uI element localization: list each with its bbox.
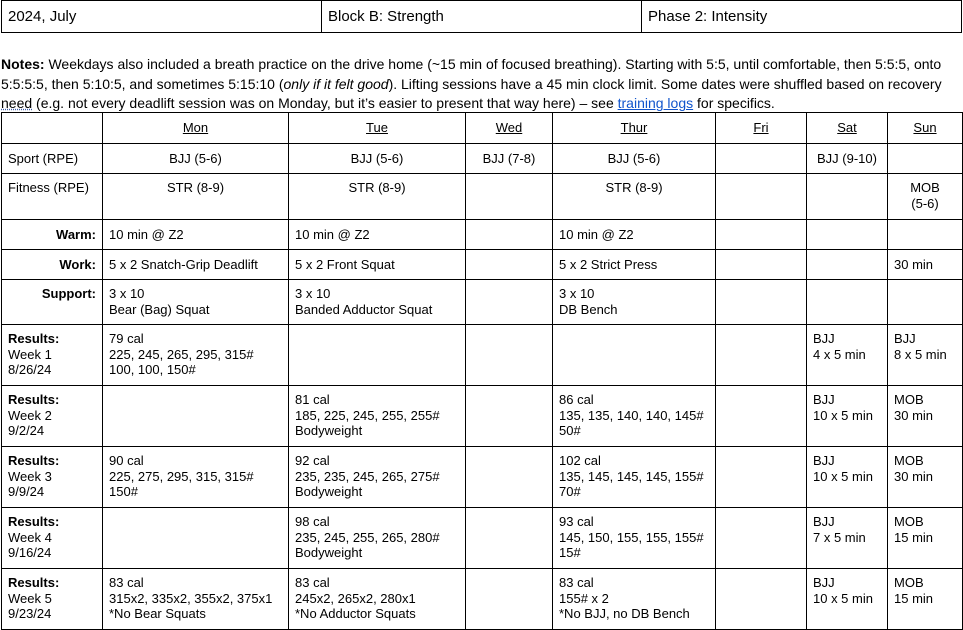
results-week: Week 4 — [8, 529, 52, 545]
results-fri-cell — [716, 508, 807, 569]
results-sun-line: 8 x 5 min — [894, 346, 947, 362]
results-tue-line: 245x2, 265x2, 280x1 — [295, 590, 416, 606]
results-date: 9/2/24 — [8, 423, 45, 438]
notes-text-4: for specifics. — [693, 95, 775, 111]
fitness-wed — [466, 174, 553, 220]
warm-label: Warm: — [2, 220, 103, 250]
results-tue-line: 83 cal — [295, 575, 330, 590]
warm-tue: 10 min @ Z2 — [289, 220, 466, 250]
results-mon-line: 315x2, 335x2, 355x2, 375x1 — [109, 590, 273, 606]
day-header-sun: Sun — [888, 113, 963, 144]
results-thu-line: 50# — [559, 423, 581, 438]
results-tue-cell — [289, 386, 466, 447]
results-tue-line: *No Adductor Squats — [295, 606, 416, 621]
results-row-week-1 — [2, 325, 963, 386]
results-tue-cell — [289, 508, 466, 569]
results-tue-line: 185, 225, 245, 255, 255# — [295, 407, 440, 423]
results-week: Week 3 — [8, 468, 52, 484]
sport-mon: BJJ (5-6) — [103, 144, 289, 174]
results-wed-cell — [466, 447, 553, 508]
results-sat-cell — [807, 569, 888, 630]
warm-sun — [888, 220, 963, 250]
support-tue — [289, 280, 466, 325]
results-date: 8/26/24 — [8, 362, 52, 377]
results-sun-cell — [888, 447, 963, 508]
results-label: Results: — [8, 514, 60, 529]
results-sat-line: 10 x 5 min — [813, 590, 873, 606]
work-sat — [807, 250, 888, 280]
notes-paragraph — [1, 55, 959, 114]
results-wed-cell — [466, 325, 553, 386]
notes-text-1: Weekdays also included a breath practice on the drive home (~15 min of focused breathing). Starting with 5:5, until comfortable, then 5:5:5, onto 5:5:5:5, then 5:10:5, and sometimes 5:15:10 ( — [1, 56, 942, 92]
results-thu-line: 15# — [559, 545, 581, 560]
results-thu-line: 86 cal — [559, 392, 594, 407]
results-sat-line: 4 x 5 min — [813, 346, 866, 362]
results-wed-cell — [466, 386, 553, 447]
results-row-week-5 — [2, 569, 963, 630]
support-mon-exercise: Bear (Bag) Squat — [109, 301, 210, 317]
results-date: 9/23/24 — [8, 606, 52, 621]
results-date: 9/16/24 — [8, 545, 52, 560]
day-header-thu: Thur — [553, 113, 716, 144]
results-sun-line: MOB — [894, 392, 924, 407]
results-mon-cell — [103, 508, 289, 569]
results-thu-cell — [553, 508, 716, 569]
header-block: Block B: Strength — [322, 1, 642, 33]
results-sat-line: 10 x 5 min — [813, 407, 873, 423]
results-row-week-4 — [2, 508, 963, 569]
results-sun-line: 15 min — [894, 529, 934, 545]
fitness-sun — [888, 174, 963, 220]
results-label: Results: — [8, 331, 60, 346]
results-tue-line: 235, 245, 255, 265, 280# — [295, 529, 440, 545]
results-label-cell — [2, 508, 103, 569]
work-sun: 30 min — [888, 250, 963, 280]
results-tue-line: 81 cal — [295, 392, 330, 407]
results-mon-cell — [103, 569, 289, 630]
results-sat-line: BJJ — [813, 392, 835, 407]
results-sat-line: BJJ — [813, 453, 835, 468]
fitness-thu: STR (8-9) — [553, 174, 716, 220]
schedule-table — [1, 112, 963, 630]
results-sun-line: MOB — [894, 514, 924, 529]
support-sat — [807, 280, 888, 325]
support-fri — [716, 280, 807, 325]
results-wed-cell — [466, 569, 553, 630]
work-row — [2, 250, 963, 280]
results-label: Results: — [8, 575, 60, 590]
results-label-cell — [2, 447, 103, 508]
results-row-week-3 — [2, 447, 963, 508]
fitness-sat — [807, 174, 888, 220]
support-sun — [888, 280, 963, 325]
results-mon-line: 100, 100, 150# — [109, 362, 196, 377]
results-tue-line: Bodyweight — [295, 423, 363, 438]
results-mon-line: 79 cal — [109, 331, 144, 346]
day-header-row — [2, 113, 963, 144]
notes-text-2: ). Lifting sessions have a 45 min clock limit. Some dates were shuffled based on recovery — [388, 75, 942, 92]
results-sat-line: BJJ — [813, 331, 835, 346]
day-header-sat: Sat — [807, 113, 888, 144]
results-fri-cell — [716, 386, 807, 447]
results-fri-cell — [716, 569, 807, 630]
results-row-week-2 — [2, 386, 963, 447]
results-thu-line: 155# x 2 — [559, 590, 609, 606]
notes-text-3: (e.g. not every deadlift session was on Monday, but it’s easier to present that way here) – see — [32, 95, 618, 111]
results-sat-line: BJJ — [813, 514, 835, 529]
results-tue-cell — [289, 325, 466, 386]
results-label-cell — [2, 325, 103, 386]
results-sun-cell — [888, 569, 963, 630]
results-mon-cell — [103, 325, 289, 386]
results-sat-cell — [807, 508, 888, 569]
results-sat-line: 10 x 5 min — [813, 468, 873, 484]
results-thu-line: 135, 145, 145, 145, 155# — [559, 468, 704, 484]
header-date: 2024, July — [2, 1, 322, 33]
results-mon-cell — [103, 386, 289, 447]
results-sun-cell — [888, 325, 963, 386]
fitness-mon: STR (8-9) — [103, 174, 289, 220]
results-sun-line: BJJ — [894, 331, 916, 346]
warm-thu: 10 min @ Z2 — [553, 220, 716, 250]
sport-sat: BJJ (9-10) — [807, 144, 888, 174]
results-fri-cell — [716, 325, 807, 386]
results-date: 9/9/24 — [8, 484, 45, 499]
results-tue-line: Bodyweight — [295, 545, 363, 560]
results-sat-cell — [807, 447, 888, 508]
support-label: Support: — [2, 280, 103, 325]
results-mon-line: 90 cal — [109, 453, 144, 468]
notes-label: Notes: — [1, 56, 45, 72]
warm-sat — [807, 220, 888, 250]
work-wed — [466, 250, 553, 280]
training-logs-link[interactable]: training logs — [617, 95, 694, 111]
results-sat-line: 7 x 5 min — [813, 529, 866, 545]
work-fri — [716, 250, 807, 280]
day-header-fri: Fri — [716, 113, 807, 144]
results-thu-line: 70# — [559, 484, 581, 499]
results-tue-cell — [289, 569, 466, 630]
results-sat-line: BJJ — [813, 575, 835, 590]
results-sun-line: MOB — [894, 453, 924, 468]
results-sun-cell — [888, 508, 963, 569]
support-thu-sets: 3 x 10 — [559, 286, 595, 301]
sport-wed: BJJ (7-8) — [466, 144, 553, 174]
sport-label: Sport (RPE) — [2, 144, 103, 174]
support-tue-exercise: Banded Adductor Squat — [295, 301, 433, 317]
results-thu-line: 135, 135, 140, 140, 145# — [559, 407, 704, 423]
warm-row — [2, 220, 963, 250]
work-label: Work: — [2, 250, 103, 280]
work-mon: 5 x 2 Snatch-Grip Deadlift — [103, 250, 289, 280]
results-label-cell — [2, 569, 103, 630]
results-sun-line: 30 min — [894, 407, 934, 423]
day-header-wed: Wed — [466, 113, 553, 144]
support-mon-sets: 3 x 10 — [109, 286, 145, 301]
results-sun-line: 30 min — [894, 468, 934, 484]
results-mon-cell — [103, 447, 289, 508]
sport-thu: BJJ (5-6) — [553, 144, 716, 174]
results-thu-cell — [553, 386, 716, 447]
fitness-fri — [716, 174, 807, 220]
results-tue-line: Bodyweight — [295, 484, 363, 499]
results-thu-line: 83 cal — [559, 575, 594, 590]
header-phase: Phase 2: Intensity — [642, 1, 962, 33]
notes-need-word: need — [1, 95, 33, 111]
results-sun-line: 15 min — [894, 590, 934, 606]
results-tue-line: 98 cal — [295, 514, 330, 529]
fitness-sun-line-2: (5-6) — [911, 195, 939, 211]
results-week: Week 1 — [8, 346, 52, 362]
results-thu-line: 145, 150, 155, 155, 155# — [559, 529, 704, 545]
work-thu: 5 x 2 Strict Press — [553, 250, 716, 280]
support-wed — [466, 280, 553, 325]
results-tue-line: 92 cal — [295, 453, 330, 468]
support-tue-sets: 3 x 10 — [295, 286, 331, 301]
support-row — [2, 280, 963, 325]
results-sun-cell — [888, 386, 963, 447]
results-mon-line: 150# — [109, 484, 138, 499]
results-wed-cell — [466, 508, 553, 569]
results-label: Results: — [8, 453, 60, 468]
results-mon-line: *No Bear Squats — [109, 606, 206, 621]
results-thu-line: 93 cal — [559, 514, 594, 529]
sport-tue: BJJ (5-6) — [289, 144, 466, 174]
results-thu-cell — [553, 569, 716, 630]
support-mon — [103, 280, 289, 325]
results-mon-line: 225, 245, 265, 295, 315# — [109, 346, 254, 362]
fitness-sun-line-1: MOB — [910, 180, 940, 195]
results-sun-line: MOB — [894, 575, 924, 590]
header-table — [1, 0, 962, 33]
sport-sun — [888, 144, 963, 174]
results-thu-line: *No BJJ, no DB Bench — [559, 606, 690, 621]
warm-mon: 10 min @ Z2 — [103, 220, 289, 250]
warm-fri — [716, 220, 807, 250]
results-label-cell — [2, 386, 103, 447]
results-mon-line: 225, 275, 295, 315, 315# — [109, 468, 254, 484]
fitness-row — [2, 174, 963, 220]
results-sat-cell — [807, 386, 888, 447]
fitness-tue: STR (8-9) — [289, 174, 466, 220]
corner-cell — [2, 113, 103, 144]
results-fri-cell — [716, 447, 807, 508]
results-week: Week 2 — [8, 407, 52, 423]
results-thu-cell — [553, 325, 716, 386]
support-thu — [553, 280, 716, 325]
results-thu-line: 102 cal — [559, 453, 601, 468]
results-tue-line: 235, 235, 245, 265, 275# — [295, 468, 440, 484]
day-header-tue: Tue — [289, 113, 466, 144]
fitness-label: Fitness (RPE) — [2, 174, 103, 220]
results-mon-line: 83 cal — [109, 575, 144, 590]
results-thu-cell — [553, 447, 716, 508]
results-label: Results: — [8, 392, 60, 407]
results-tue-cell — [289, 447, 466, 508]
notes-italic: only if it felt good — [283, 75, 389, 92]
sport-row — [2, 144, 963, 174]
day-header-mon: Mon — [103, 113, 289, 144]
sport-fri — [716, 144, 807, 174]
results-week: Week 5 — [8, 590, 52, 606]
warm-wed — [466, 220, 553, 250]
work-tue: 5 x 2 Front Squat — [289, 250, 466, 280]
results-sat-cell — [807, 325, 888, 386]
support-thu-exercise: DB Bench — [559, 301, 618, 317]
